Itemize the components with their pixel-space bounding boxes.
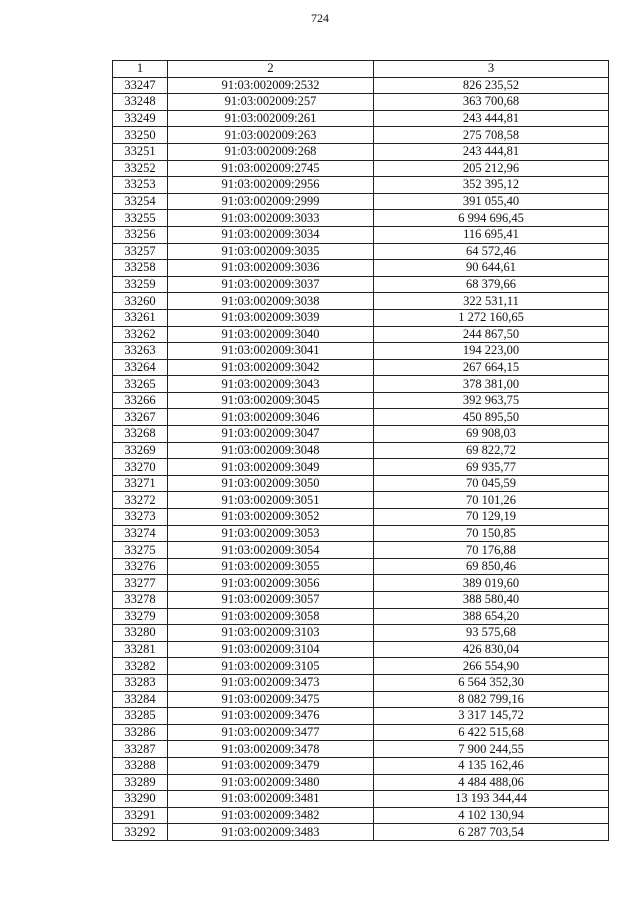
- row-number-cell: 33254: [113, 193, 168, 210]
- cadastral-number-cell: 91:03:002009:3480: [168, 774, 374, 791]
- cadastral-number-cell: 91:03:002009:3481: [168, 791, 374, 808]
- row-number-cell: 33261: [113, 309, 168, 326]
- page-number: 724: [311, 11, 329, 25]
- row-number-cell: 33266: [113, 392, 168, 409]
- row-number-cell: 33267: [113, 409, 168, 426]
- row-number-cell: 33276: [113, 558, 168, 575]
- row-number-cell: 33248: [113, 94, 168, 111]
- cadastral-value-cell: 426 830,04: [374, 641, 609, 658]
- column-header-3: 3: [374, 61, 609, 78]
- table-row: [113, 691, 609, 708]
- cadastral-value-cell: 69 850,46: [374, 558, 609, 575]
- cadastral-value-cell: 378 381,00: [374, 376, 609, 393]
- cadastral-value-cell: 391 055,40: [374, 193, 609, 210]
- cadastral-number-cell: 91:03:002009:2745: [168, 160, 374, 177]
- cadastral-number-cell: 91:03:002009:3105: [168, 658, 374, 675]
- cadastral-number-cell: 91:03:002009:3056: [168, 575, 374, 592]
- row-number-cell: 33279: [113, 608, 168, 625]
- row-number-cell: 33280: [113, 625, 168, 642]
- row-number-cell: 33257: [113, 243, 168, 260]
- cadastral-value-cell: 4 135 162,46: [374, 757, 609, 774]
- row-number-cell: 33283: [113, 674, 168, 691]
- row-number-cell: 33289: [113, 774, 168, 791]
- row-number-cell: 33286: [113, 724, 168, 741]
- row-number-cell: 33274: [113, 525, 168, 542]
- table-row: [113, 492, 609, 509]
- cadastral-value-cell: 69 935,77: [374, 459, 609, 476]
- cadastral-number-cell: 91:03:002009:3476: [168, 708, 374, 725]
- cadastral-value-cell: 194 223,00: [374, 343, 609, 360]
- row-number-cell: 33265: [113, 376, 168, 393]
- table-row: [113, 558, 609, 575]
- table-body: [113, 77, 609, 840]
- cadastral-value-cell: 70 101,26: [374, 492, 609, 509]
- table-row: [113, 807, 609, 824]
- cadastral-number-cell: 91:03:002009:2956: [168, 177, 374, 194]
- cadastral-number-cell: 91:03:002009:3057: [168, 592, 374, 609]
- row-number-cell: 33247: [113, 77, 168, 94]
- cadastral-number-cell: 91:03:002009:3050: [168, 475, 374, 492]
- cadastral-value-cell: 13 193 344,44: [374, 791, 609, 808]
- cadastral-number-cell: 91:03:002009:3042: [168, 359, 374, 376]
- table-row: [113, 193, 609, 210]
- row-number-cell: 33272: [113, 492, 168, 509]
- cadastral-value-cell: 244 867,50: [374, 326, 609, 343]
- cadastral-value-cell: 69 908,03: [374, 426, 609, 443]
- cadastral-value-cell: 243 444,81: [374, 143, 609, 160]
- cadastral-value-cell: 388 580,40: [374, 592, 609, 609]
- table-row: [113, 110, 609, 127]
- cadastral-number-cell: 91:03:002009:3041: [168, 343, 374, 360]
- column-header-1: 1: [113, 61, 168, 78]
- table-row: [113, 575, 609, 592]
- cadastral-number-cell: 91:03:002009:257: [168, 94, 374, 111]
- cadastral-number-cell: 91:03:002009:3038: [168, 293, 374, 310]
- table-row: [113, 625, 609, 642]
- cadastral-value-cell: 275 708,58: [374, 127, 609, 144]
- table-row: [113, 260, 609, 277]
- row-number-cell: 33268: [113, 426, 168, 443]
- cadastral-value-cell: 267 664,15: [374, 359, 609, 376]
- table-row: [113, 243, 609, 260]
- row-number-cell: 33260: [113, 293, 168, 310]
- cadastral-value-cell: 392 963,75: [374, 392, 609, 409]
- cadastral-value-table: [112, 60, 609, 841]
- table-row: [113, 509, 609, 526]
- table-row: [113, 226, 609, 243]
- cadastral-number-cell: 91:03:002009:263: [168, 127, 374, 144]
- cadastral-value-cell: 70 176,88: [374, 542, 609, 559]
- table-row: [113, 475, 609, 492]
- table-header: [113, 61, 609, 78]
- table-header-row: [113, 61, 609, 78]
- cadastral-value-cell: 6 287 703,54: [374, 824, 609, 841]
- cadastral-number-cell: 91:03:002009:3475: [168, 691, 374, 708]
- table-row: [113, 127, 609, 144]
- table-row: [113, 210, 609, 227]
- cadastral-value-cell: 90 644,61: [374, 260, 609, 277]
- table-row: [113, 791, 609, 808]
- cadastral-value-cell: 389 019,60: [374, 575, 609, 592]
- row-number-cell: 33275: [113, 542, 168, 559]
- row-number-cell: 33263: [113, 343, 168, 360]
- cadastral-number-cell: 91:03:002009:3033: [168, 210, 374, 227]
- row-number-cell: 33252: [113, 160, 168, 177]
- cadastral-number-cell: 91:03:002009:3478: [168, 741, 374, 758]
- cadastral-value-cell: 243 444,81: [374, 110, 609, 127]
- table-row: [113, 77, 609, 94]
- row-number-cell: 33256: [113, 226, 168, 243]
- row-number-cell: 33277: [113, 575, 168, 592]
- row-number-cell: 33262: [113, 326, 168, 343]
- cadastral-number-cell: 91:03:002009:3473: [168, 674, 374, 691]
- cadastral-number-cell: 91:03:002009:3034: [168, 226, 374, 243]
- cadastral-value-cell: 116 695,41: [374, 226, 609, 243]
- cadastral-number-cell: 91:03:002009:3040: [168, 326, 374, 343]
- cadastral-number-cell: 91:03:002009:3052: [168, 509, 374, 526]
- table-row: [113, 359, 609, 376]
- row-number-cell: 33290: [113, 791, 168, 808]
- row-number-cell: 33285: [113, 708, 168, 725]
- cadastral-number-cell: 91:03:002009:3054: [168, 542, 374, 559]
- cadastral-number-cell: 91:03:002009:3047: [168, 426, 374, 443]
- cadastral-value-cell: 450 895,50: [374, 409, 609, 426]
- cadastral-number-cell: 91:03:002009:3482: [168, 807, 374, 824]
- row-number-cell: 33269: [113, 442, 168, 459]
- cadastral-value-cell: 64 572,46: [374, 243, 609, 260]
- cadastral-number-cell: 91:03:002009:3043: [168, 376, 374, 393]
- cadastral-value-cell: 6 422 515,68: [374, 724, 609, 741]
- cadastral-value-cell: 4 102 130,94: [374, 807, 609, 824]
- cadastral-value-cell: 322 531,11: [374, 293, 609, 310]
- cadastral-number-cell: 91:03:002009:3045: [168, 392, 374, 409]
- cadastral-number-cell: 91:03:002009:3053: [168, 525, 374, 542]
- cadastral-number-cell: 91:03:002009:3035: [168, 243, 374, 260]
- cadastral-value-cell: 68 379,66: [374, 276, 609, 293]
- cadastral-value-cell: 6 994 696,45: [374, 210, 609, 227]
- table-row: [113, 442, 609, 459]
- table-row: [113, 641, 609, 658]
- cadastral-value-cell: 70 045,59: [374, 475, 609, 492]
- row-number-cell: 33264: [113, 359, 168, 376]
- table-row: [113, 160, 609, 177]
- cadastral-number-cell: 91:03:002009:3104: [168, 641, 374, 658]
- cadastral-value-cell: 8 082 799,16: [374, 691, 609, 708]
- cadastral-value-cell: 6 564 352,30: [374, 674, 609, 691]
- table-row: [113, 592, 609, 609]
- cadastral-value-cell: 70 129,19: [374, 509, 609, 526]
- cadastral-value-cell: 266 554,90: [374, 658, 609, 675]
- table-row: [113, 409, 609, 426]
- row-number-cell: 33273: [113, 509, 168, 526]
- row-number-cell: 33284: [113, 691, 168, 708]
- row-number-cell: 33291: [113, 807, 168, 824]
- cadastral-number-cell: 91:03:002009:3483: [168, 824, 374, 841]
- cadastral-value-cell: 93 575,68: [374, 625, 609, 642]
- cadastral-number-cell: 91:03:002009:3103: [168, 625, 374, 642]
- table-row: [113, 177, 609, 194]
- cadastral-value-cell: 826 235,52: [374, 77, 609, 94]
- cadastral-value-cell: 205 212,96: [374, 160, 609, 177]
- cadastral-number-cell: 91:03:002009:3046: [168, 409, 374, 426]
- cadastral-value-cell: 363 700,68: [374, 94, 609, 111]
- table-row: [113, 757, 609, 774]
- table-row: [113, 293, 609, 310]
- cadastral-number-cell: 91:03:002009:3048: [168, 442, 374, 459]
- table-row: [113, 276, 609, 293]
- table-row: [113, 343, 609, 360]
- row-number-cell: 33278: [113, 592, 168, 609]
- row-number-cell: 33282: [113, 658, 168, 675]
- row-number-cell: 33250: [113, 127, 168, 144]
- cadastral-value-cell: 70 150,85: [374, 525, 609, 542]
- row-number-cell: 33253: [113, 177, 168, 194]
- table-row: [113, 525, 609, 542]
- row-number-cell: 33271: [113, 475, 168, 492]
- cadastral-number-cell: 91:03:002009:3039: [168, 309, 374, 326]
- row-number-cell: 33287: [113, 741, 168, 758]
- cadastral-value-cell: 3 317 145,72: [374, 708, 609, 725]
- table-row: [113, 674, 609, 691]
- cadastral-number-cell: 91:03:002009:3477: [168, 724, 374, 741]
- cadastral-number-cell: 91:03:002009:3055: [168, 558, 374, 575]
- cadastral-value-cell: 352 395,12: [374, 177, 609, 194]
- table-row: [113, 658, 609, 675]
- cadastral-value-cell: 7 900 244,55: [374, 741, 609, 758]
- cadastral-value-cell: 69 822,72: [374, 442, 609, 459]
- cadastral-number-cell: 91:03:002009:3051: [168, 492, 374, 509]
- column-header-2: 2: [168, 61, 374, 78]
- row-number-cell: 33259: [113, 276, 168, 293]
- table-row: [113, 824, 609, 841]
- row-number-cell: 33255: [113, 210, 168, 227]
- table-row: [113, 542, 609, 559]
- table-row: [113, 608, 609, 625]
- row-number-cell: 33258: [113, 260, 168, 277]
- cadastral-number-cell: 91:03:002009:261: [168, 110, 374, 127]
- row-number-cell: 33249: [113, 110, 168, 127]
- table-row: [113, 94, 609, 111]
- table-row: [113, 459, 609, 476]
- cadastral-number-cell: 91:03:002009:3479: [168, 757, 374, 774]
- cadastral-number-cell: 91:03:002009:2999: [168, 193, 374, 210]
- table-row: [113, 376, 609, 393]
- table-row: [113, 392, 609, 409]
- cadastral-number-cell: 91:03:002009:3037: [168, 276, 374, 293]
- table-row: [113, 741, 609, 758]
- table-row: [113, 143, 609, 160]
- table-row: [113, 326, 609, 343]
- row-number-cell: 33270: [113, 459, 168, 476]
- table-row: [113, 309, 609, 326]
- cadastral-value-cell: 388 654,20: [374, 608, 609, 625]
- cadastral-value-cell: 1 272 160,65: [374, 309, 609, 326]
- table-row: [113, 708, 609, 725]
- table-row: [113, 774, 609, 791]
- row-number-cell: 33292: [113, 824, 168, 841]
- cadastral-value-cell: 4 484 488,06: [374, 774, 609, 791]
- row-number-cell: 33281: [113, 641, 168, 658]
- row-number-cell: 33251: [113, 143, 168, 160]
- cadastral-number-cell: 91:03:002009:2532: [168, 77, 374, 94]
- row-number-cell: 33288: [113, 757, 168, 774]
- cadastral-number-cell: 91:03:002009:268: [168, 143, 374, 160]
- cadastral-number-cell: 91:03:002009:3036: [168, 260, 374, 277]
- table-row: [113, 426, 609, 443]
- table-row: [113, 724, 609, 741]
- cadastral-number-cell: 91:03:002009:3058: [168, 608, 374, 625]
- cadastral-number-cell: 91:03:002009:3049: [168, 459, 374, 476]
